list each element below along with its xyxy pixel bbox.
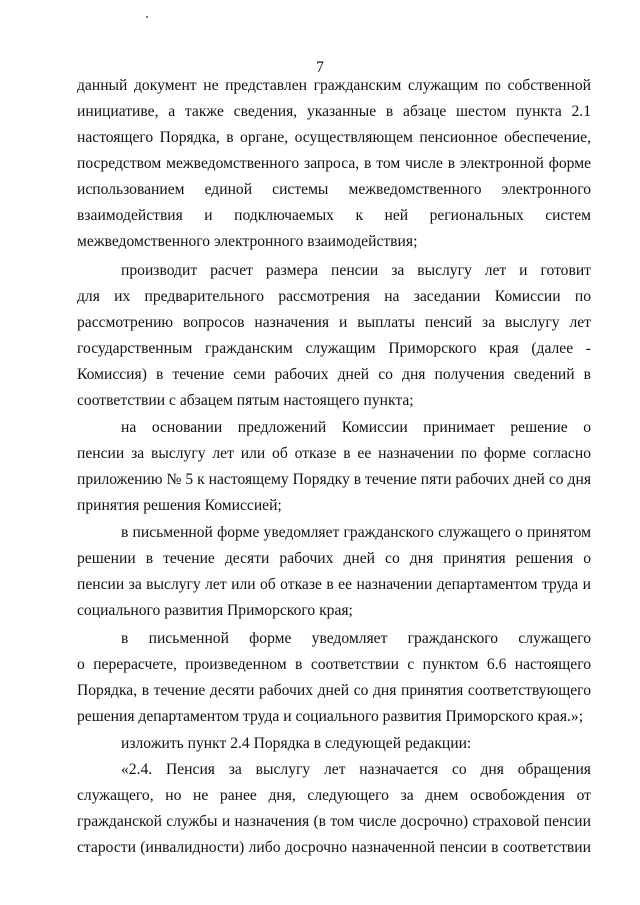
text-line-27: «2.4. Пенсия за выслугу лет назначается со дня обращения: [121, 761, 591, 778]
text-line-30: старости (инвалидности) либо досрочно назначенной пенсии в соответствии: [77, 839, 591, 856]
text-line-29: гражданской службы и назначения (в том числе досрочно) страховой пенсии: [77, 813, 591, 830]
text-line-22: в письменной форме уведомляет гражданского служащего: [121, 630, 591, 647]
text-line-8: производит расчет размера пенсии за выслугу лет и готовит: [121, 262, 591, 279]
text-line-20: пенсии за выслугу лет или об отказе в ее назначении департаментом труда и: [77, 576, 591, 593]
text-line-2: инициативе, а также сведения, указанные в абзаце шестом пункта 2.1: [77, 103, 591, 120]
text-line-17: принятия решения Комиссией;: [77, 497, 282, 514]
text-line-23: о перерасчете, произведенном в соответствии с пунктом 6.6 настоящего: [77, 656, 591, 673]
text-line-7: межведомственного электронного взаимодействия;: [77, 233, 418, 250]
text-line-28: служащего, но не ранее дня, следующего за днем освобождения от: [77, 787, 591, 804]
text-line-19: решении в течение десяти рабочих дней со дня принятия решения о: [77, 550, 591, 567]
text-line-14: на основании предложений Комиссии принимает решение о: [121, 419, 591, 436]
text-line-4: посредством межведомственного запроса, в том числе в электронной форме: [77, 155, 591, 172]
text-line-9: для их предварительного рассмотрения на заседании Комиссии по: [77, 288, 591, 305]
text-line-21: социального развития Приморского края;: [77, 602, 353, 619]
text-line-10: рассмотрению вопросов назначения и выплаты пенсий за выслугу лет: [77, 314, 591, 331]
text-line-11: государственным гражданским служащим Приморского края (далее -: [77, 340, 591, 357]
text-line-18: в письменной форме уведомляет гражданского служащего о принятом: [121, 524, 591, 541]
text-line-16: приложению № 5 к настоящему Порядку в течение пяти рабочих дней со дня: [77, 471, 591, 488]
text-line-6: взаимодействия и подключаемых к ней региональных систем: [77, 207, 591, 224]
text-line-15: пенсии за выслугу лет или об отказе в ее назначении по форме согласно: [77, 445, 591, 462]
text-line-25: решения департаментом труда и социального развития Приморского края.»;: [77, 708, 584, 725]
text-line-5: использованием единой системы межведомственного электронного: [77, 181, 591, 198]
text-line-1: данный документ не представлен гражданским служащим по собственной: [77, 77, 591, 94]
text-line-12: Комиссия) в течение семи рабочих дней со дня получения сведений в: [77, 366, 591, 383]
text-line-13: соответствии с абзацем пятым настоящего пункта;: [77, 392, 414, 409]
text-line-26: изложить пункт 2.4 Порядка в следующей редакции:: [121, 735, 472, 752]
text-line-24: Порядка, в течение десяти рабочих дней со дня принятия соответствующего: [77, 682, 591, 699]
text-line-3: настоящего Порядка, в органе, осуществляющем пенсионное обеспечение,: [77, 129, 591, 146]
scan-speck: [146, 16, 148, 18]
page-number: 7: [316, 59, 324, 76]
